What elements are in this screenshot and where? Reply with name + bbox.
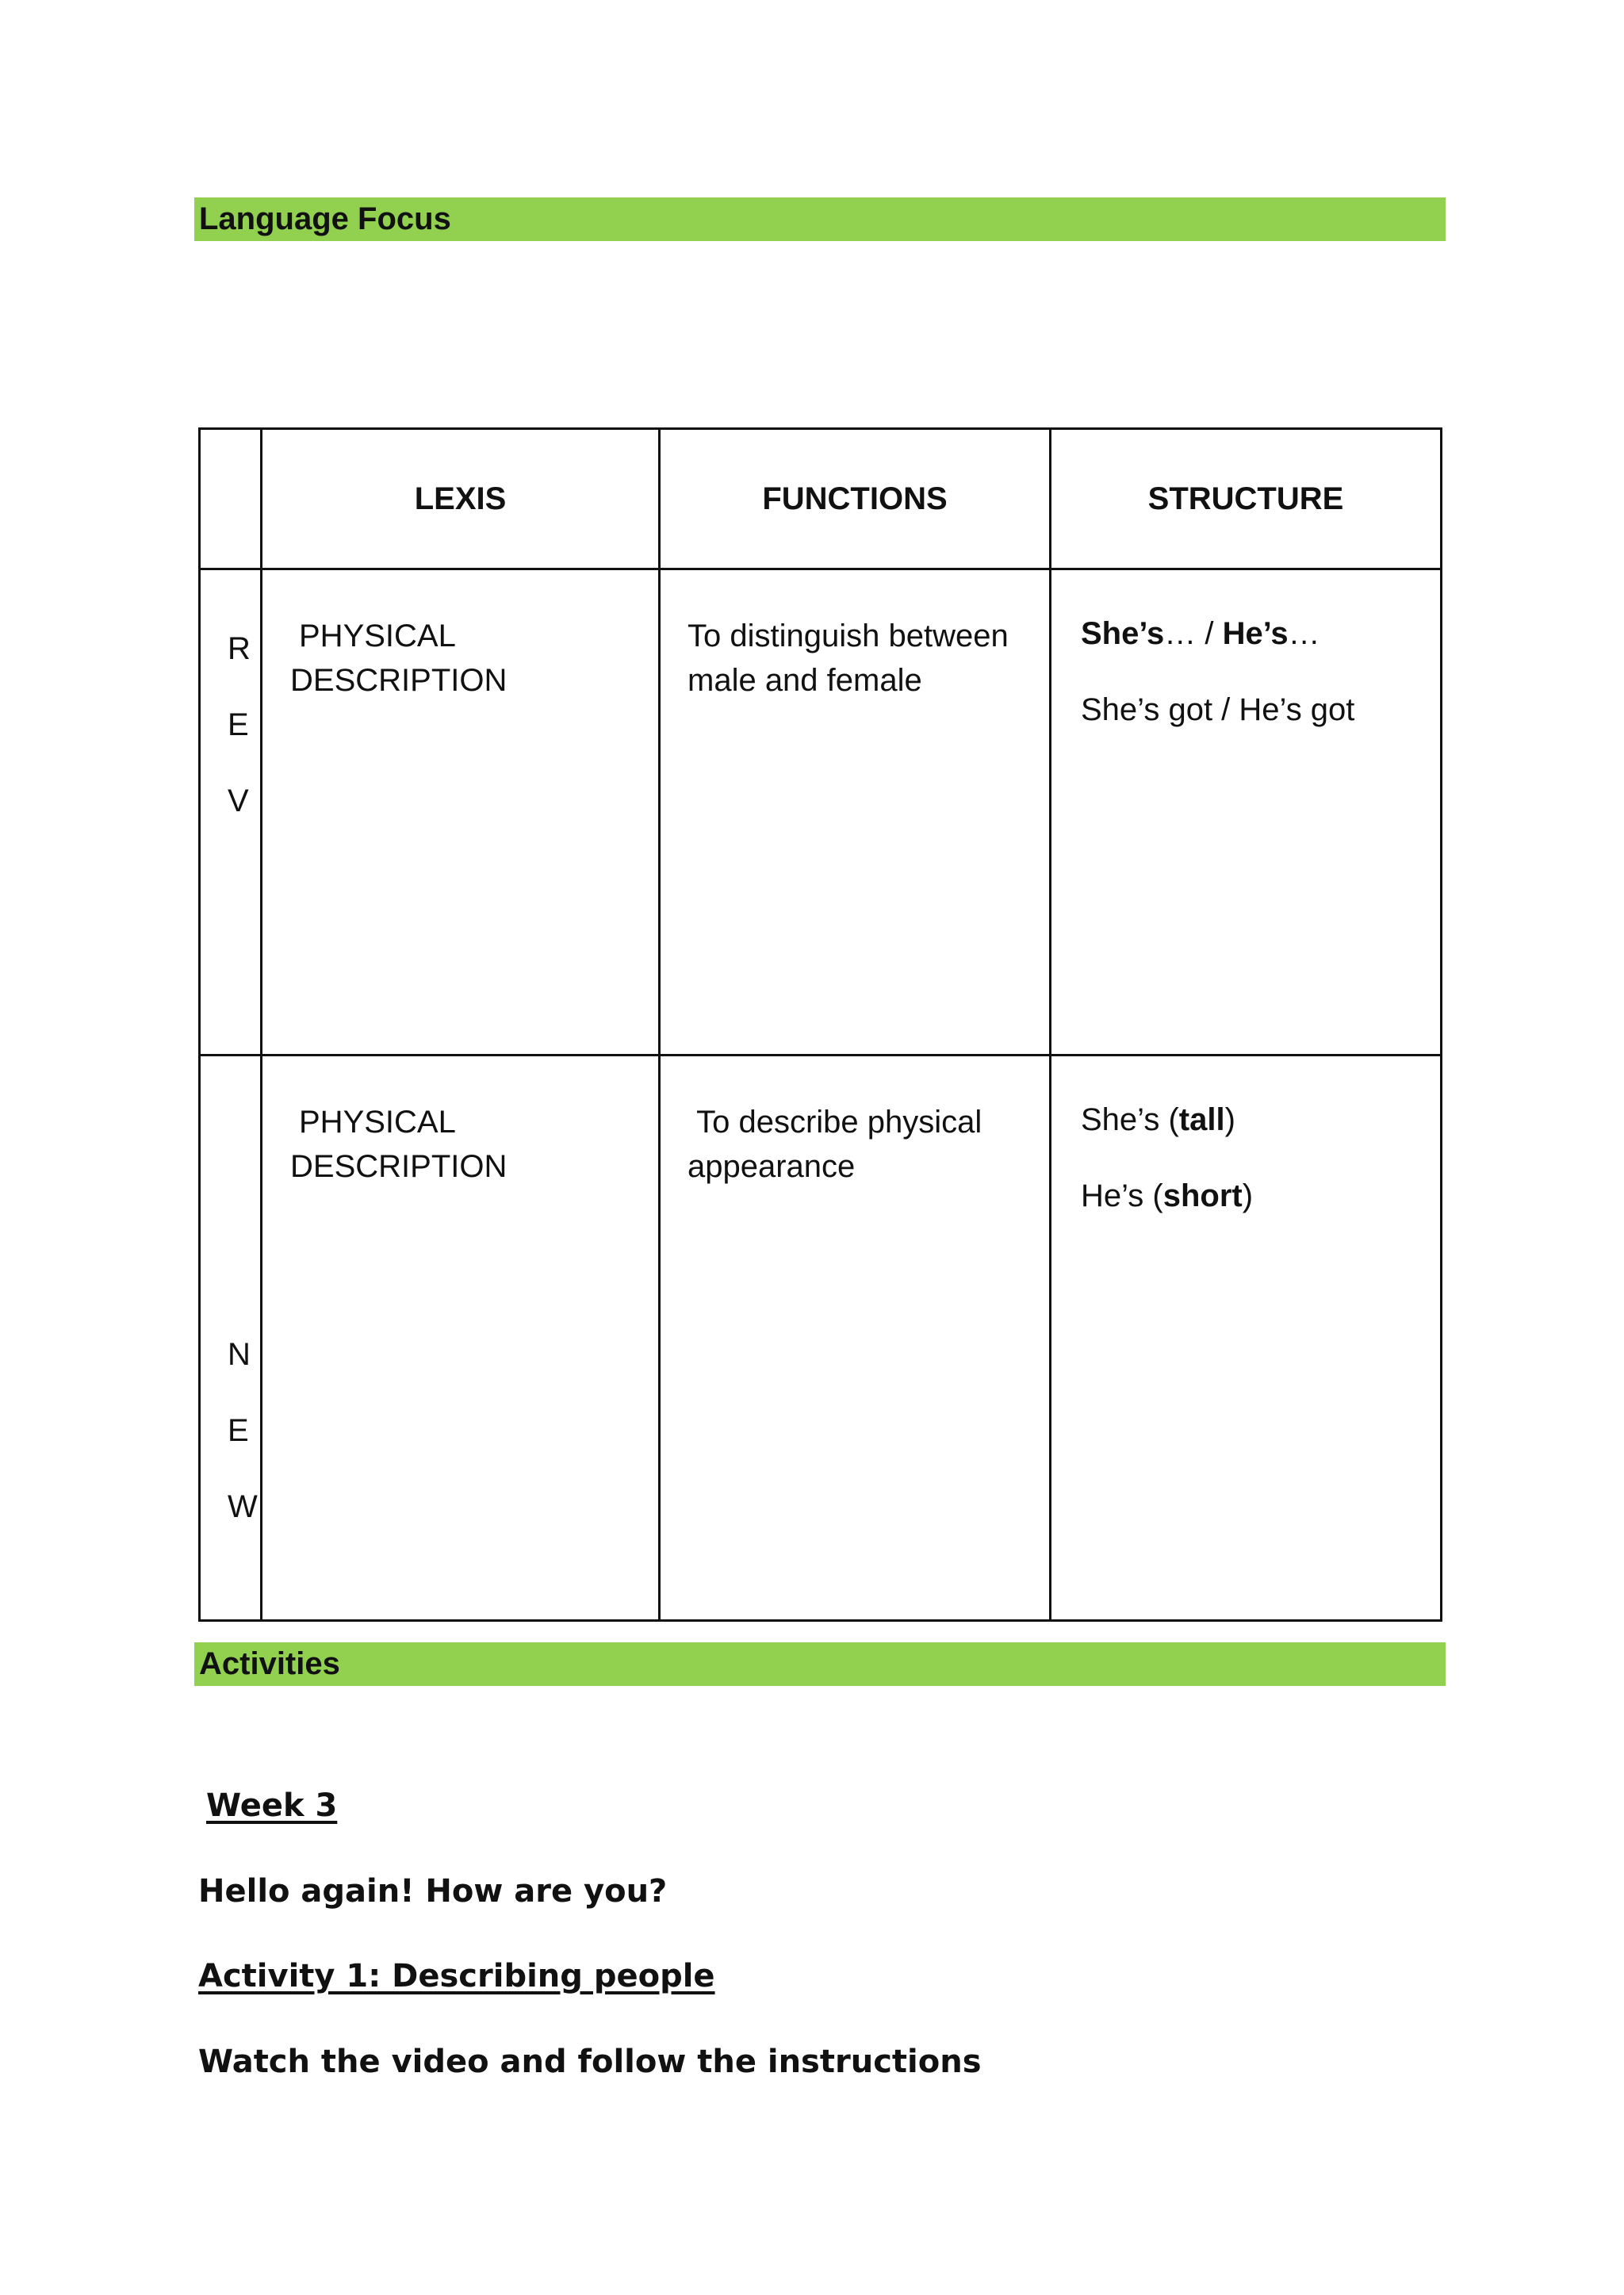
header-structure: STRUCTURE (1051, 429, 1442, 569)
language-focus-table (198, 427, 1442, 1622)
functions-cell: To describe physical appearance (660, 1056, 1051, 1621)
structure-cell (1051, 1056, 1442, 1621)
lexis-text: DESCRIPTION (290, 1149, 508, 1184)
lexis-text: DESCRIPTION (290, 663, 508, 698)
structure-line: She’s got / He’s got (1081, 692, 1355, 727)
section-heading-activities: Activities (194, 1642, 1446, 1686)
table-row-new (200, 1056, 1442, 1621)
side-letter: R (228, 631, 251, 666)
structure-cell (1051, 569, 1442, 1056)
side-letter: E (228, 1413, 249, 1448)
lexis-text: PHYSICAL (299, 1105, 456, 1140)
side-letter: E (228, 707, 249, 742)
lexis-cell (262, 1056, 660, 1621)
header-blank (200, 429, 262, 569)
instruction-text: Watch the video and follow the instructions (198, 2044, 982, 2080)
side-letter: V (228, 784, 249, 818)
table-header-row (200, 429, 1442, 569)
table-row-review (200, 569, 1442, 1056)
greeting-text: Hello again! How are you? (198, 1873, 668, 1910)
side-label-review (200, 569, 262, 1056)
side-letter: W (228, 1489, 258, 1524)
activity-title: Activity 1: Describing people (198, 1958, 715, 1994)
lexis-cell (262, 569, 660, 1056)
lexis-text: PHYSICAL (299, 619, 456, 653)
header-functions: FUNCTIONS (660, 429, 1051, 569)
structure-line: She’s… / He’s… (1081, 616, 1320, 651)
side-label-new (200, 1056, 262, 1621)
header-lexis: LEXIS (262, 429, 660, 569)
structure-line: She’s (tall) (1081, 1102, 1235, 1137)
week-title: Week 3 (206, 1787, 338, 1824)
side-letter: N (228, 1337, 251, 1372)
section-heading-language-focus: Language Focus (194, 197, 1446, 241)
functions-cell: To distinguish between male and female (660, 569, 1051, 1056)
structure-line: He’s (short) (1081, 1178, 1254, 1213)
